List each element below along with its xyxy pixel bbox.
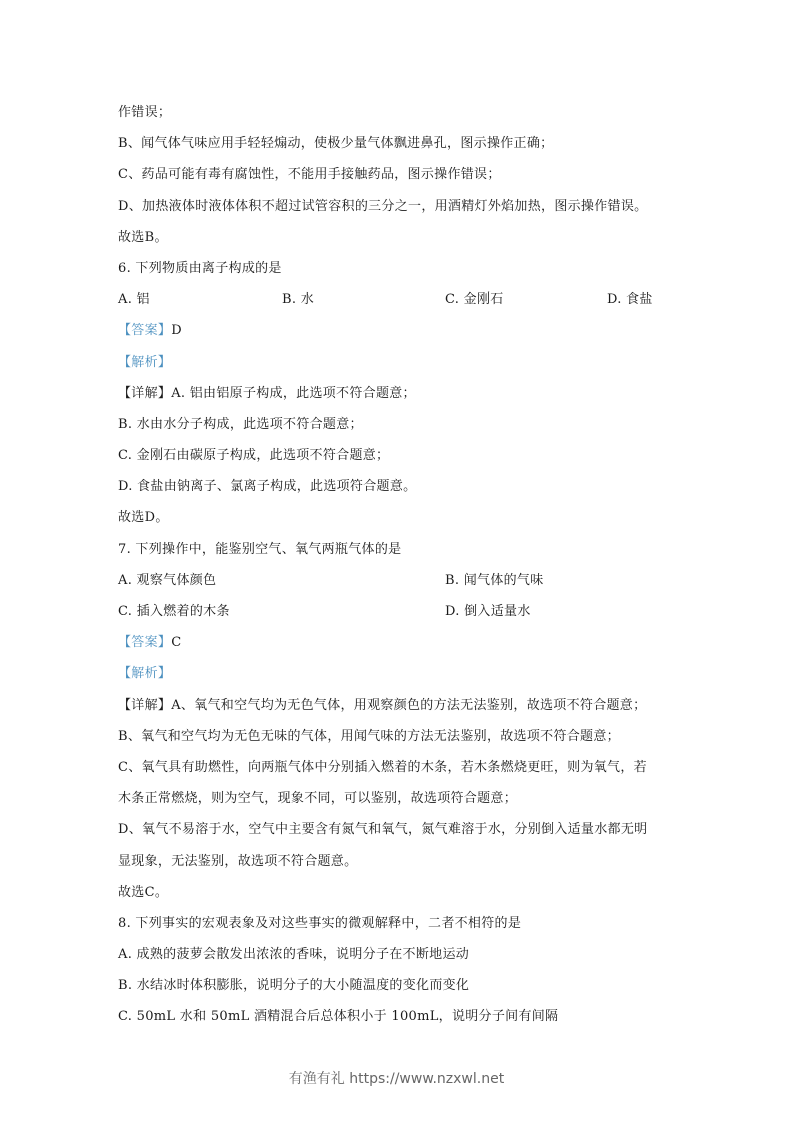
conclusion: 故选C。 (118, 884, 169, 900)
option-d: D. 食盐 (607, 292, 653, 308)
detail-line (118, 382, 678, 413)
option-b: B. 闻气体的气味 (445, 572, 544, 588)
analysis-tag: 【解析】 (118, 666, 172, 682)
detail-tag: 【详解】 (118, 385, 172, 401)
detail-line (118, 694, 678, 725)
text-line: B、闻气体气味应用手轻轻煽动，使极少量气体飘进鼻孔，图示操作正确； (118, 136, 554, 152)
detail-line: D. 食盐由钠离子、氯离子构成，此选项符合题意。 (118, 479, 417, 495)
text-line: 作错误； (118, 105, 172, 120)
detail-line: C. 金刚石由碳原子构成，此选项不符合题意； (118, 448, 390, 464)
answer-line (118, 319, 678, 350)
detail-line: D、氧气不易溶于水，空气中主要含有氮气和氧气，氮气难溶于水，分别倒入适量水都无明 (118, 822, 648, 838)
conclusion: 故选B。 (118, 229, 168, 245)
question-8-stem: 8. 下列事实的宏观表象及对这些事实的微观解释中，二者不相符的是 (118, 915, 522, 931)
detail-line: B. 水由水分子构成，此选项不符合题意； (118, 416, 363, 432)
question-7-options-row2 (118, 600, 678, 631)
option-c: C. 插入燃着的木条 (118, 604, 230, 619)
option-a: A. 成熟的菠萝会散发出浓浓的香味，说明分子在不断地运动 (118, 947, 470, 963)
option-a: A. 观察气体颜色 (118, 572, 217, 588)
detail-line: C、氧气具有助燃性，向两瓶气体中分别插入燃着的木条，若木条燃烧更旺，则为氧气，若 (118, 759, 647, 775)
text-line: D、加热液体时液体体积不超过试管容积的三分之一，用酒精灯外焰加热，图示操作错误。 (118, 198, 648, 214)
option-d: D. 倒入适量水 (445, 604, 531, 619)
option-a: A. 铝 (118, 292, 150, 308)
detail-line: 显现象，无法鉴别，故选项不符合题意。 (118, 853, 358, 869)
option-c: C. 金刚石 (445, 292, 504, 308)
detail-text: A、氧气和空气均为无色气体，用观察颜色的方法无法鉴别，故选项不符合题意； (171, 697, 647, 713)
option-b: B. 水 (282, 292, 315, 308)
detail-line: 木条正常燃烧，则为空气，现象不同，可以鉴别，故选项符合题意； (118, 791, 518, 807)
question-7-stem: 7. 下列操作中，能鉴别空气、氧气两瓶气体的是 (118, 541, 402, 557)
question-7-options-row1 (118, 569, 678, 600)
detail-text: A. 铝由铝原子构成，此选项不符合题意； (171, 385, 416, 401)
option-c: C. 50mL 水和 50mL 酒精混合后总体积小于 100mL，说明分子间有间隔 (118, 1009, 559, 1025)
option-b: B. 水结冰时体积膨胀，说明分子的大小随温度的变化而变化 (118, 978, 470, 994)
detail-line: B、氧气和空气均为无色无味的气体，用闻气味的方法无法鉴别，故选项不符合题意； (118, 728, 620, 744)
question-6-options (118, 288, 678, 319)
question-6-stem: 6. 下列物质由离子构成的是 (118, 260, 282, 276)
answer-line (118, 631, 678, 662)
answer-value: D (171, 323, 182, 339)
conclusion: 故选D。 (118, 510, 169, 526)
answer-tag: 【答案】 (118, 635, 172, 651)
text-line: C、药品可能有毒有腐蚀性，不能用手接触药品，图示操作错误； (118, 167, 501, 183)
detail-tag: 【详解】 (118, 697, 172, 713)
footer-watermark: 有渔有礼 https://www.nzxwl.net (288, 1071, 505, 1087)
answer-value: C (171, 635, 182, 651)
analysis-tag: 【解析】 (118, 354, 172, 370)
answer-tag: 【答案】 (118, 323, 172, 339)
document-page (118, 101, 678, 1037)
